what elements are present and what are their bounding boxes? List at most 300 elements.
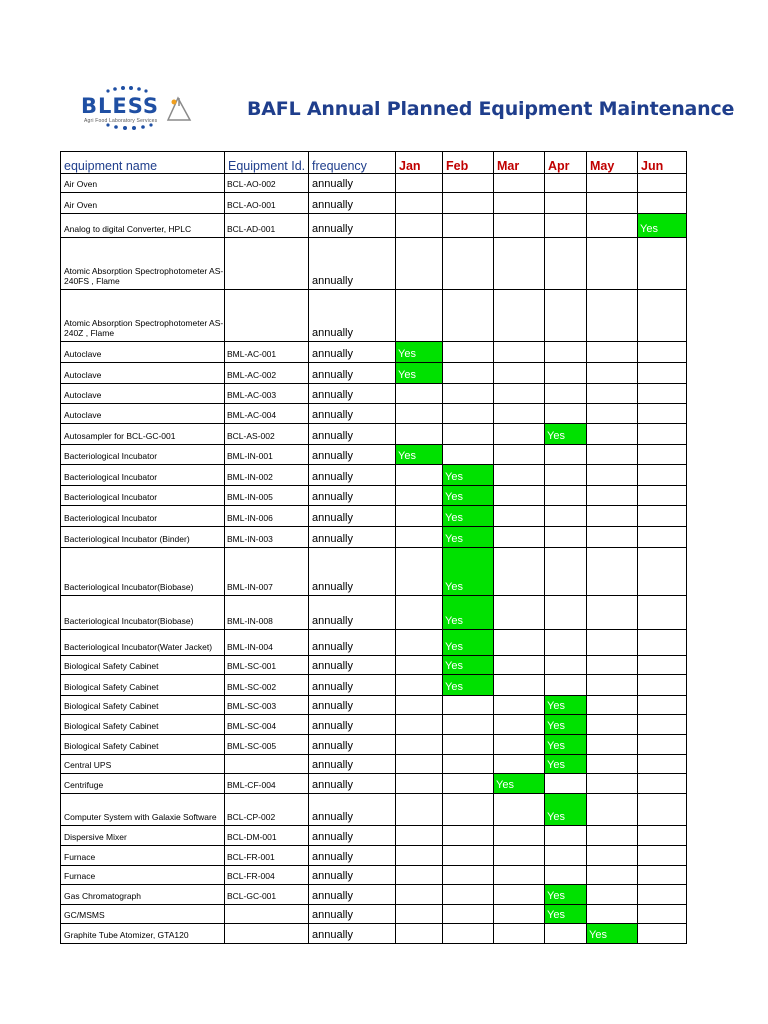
header-month-jan: Jan: [396, 152, 443, 174]
month-cell-jun: [638, 486, 687, 506]
equipment-name-cell: Bacteriological Incubator(Water Jacket): [61, 630, 225, 656]
equipment-id-cell: BML-IN-006: [225, 506, 309, 527]
month-cell-jan: [396, 506, 443, 527]
header-frequency: frequency: [309, 152, 396, 174]
month-cell-apr: [545, 342, 587, 363]
month-cell-apr: [545, 238, 587, 290]
month-cell-jan: [396, 735, 443, 755]
table-row: [61, 755, 687, 774]
yes-cell-feb: Yes: [443, 486, 494, 506]
month-cell-apr: [545, 866, 587, 885]
month-cell-feb: [443, 924, 494, 944]
frequency-cell: annually: [309, 193, 396, 214]
month-cell-mar: [494, 656, 545, 675]
equipment-name-cell: Biological Safety Cabinet: [61, 735, 225, 755]
month-cell-mar: [494, 735, 545, 755]
table-row: [61, 905, 687, 924]
bless-logo: [78, 84, 200, 130]
equipment-name-cell: Air Oven: [61, 174, 225, 193]
header-month-jun: Jun: [638, 152, 687, 174]
month-cell-apr: [545, 506, 587, 527]
month-cell-jun: [638, 193, 687, 214]
month-cell-feb: [443, 404, 494, 424]
month-cell-jan: [396, 465, 443, 486]
frequency-cell: annually: [309, 774, 396, 794]
month-cell-may: [587, 465, 638, 486]
frequency-cell: annually: [309, 905, 396, 924]
month-cell-mar: [494, 846, 545, 866]
month-cell-jan: [396, 384, 443, 404]
month-cell-jan: [396, 715, 443, 735]
month-cell-apr: [545, 290, 587, 342]
equipment-id-cell: BML-SC-005: [225, 735, 309, 755]
frequency-cell: annually: [309, 445, 396, 465]
month-cell-may: [587, 846, 638, 866]
month-cell-mar: [494, 826, 545, 846]
equipment-id-cell: BML-SC-004: [225, 715, 309, 735]
month-cell-jan: [396, 527, 443, 548]
month-cell-jan: [396, 846, 443, 866]
month-cell-may: [587, 342, 638, 363]
equipment-id-cell: BML-SC-002: [225, 675, 309, 696]
month-cell-mar: [494, 866, 545, 885]
month-cell-mar: [494, 363, 545, 384]
table-row: [61, 465, 687, 486]
month-cell-jan: [396, 696, 443, 715]
equipment-name-cell: Bacteriological Incubator(Biobase): [61, 596, 225, 630]
frequency-cell: annually: [309, 506, 396, 527]
maintenance-table: [60, 151, 687, 944]
month-cell-jan: [396, 755, 443, 774]
equipment-id-cell: BML-IN-003: [225, 527, 309, 548]
frequency-cell: annually: [309, 715, 396, 735]
month-cell-feb: [443, 826, 494, 846]
month-cell-may: [587, 675, 638, 696]
equipment-name-cell: Centrifuge: [61, 774, 225, 794]
equipment-name-cell: Autoclave: [61, 342, 225, 363]
equipment-id-cell: BCL-AS-002: [225, 424, 309, 445]
table-row: [61, 174, 687, 193]
table-row: [61, 290, 687, 342]
equipment-id-cell: [225, 290, 309, 342]
yes-cell-feb: Yes: [443, 596, 494, 630]
header-row: [61, 152, 687, 174]
equipment-name-cell: Bacteriological Incubator: [61, 445, 225, 465]
month-cell-may: [587, 486, 638, 506]
header-month-feb: Feb: [443, 152, 494, 174]
month-cell-mar: [494, 596, 545, 630]
month-cell-jun: [638, 794, 687, 826]
month-cell-jun: [638, 596, 687, 630]
table-row: [61, 445, 687, 465]
month-cell-jun: [638, 238, 687, 290]
equipment-id-cell: BML-IN-008: [225, 596, 309, 630]
month-cell-may: [587, 290, 638, 342]
month-cell-jun: [638, 675, 687, 696]
header-month-mar: Mar: [494, 152, 545, 174]
equipment-id-cell: BCL-AO-002: [225, 174, 309, 193]
month-cell-jun: [638, 384, 687, 404]
table-row: [61, 404, 687, 424]
table-row: [61, 826, 687, 846]
frequency-cell: annually: [309, 465, 396, 486]
month-cell-jun: [638, 656, 687, 675]
equipment-id-cell: BCL-CP-002: [225, 794, 309, 826]
month-cell-jan: [396, 214, 443, 238]
yes-cell-jan: Yes: [396, 445, 443, 465]
equipment-id-cell: BCL-AO-001: [225, 193, 309, 214]
month-cell-apr: [545, 846, 587, 866]
month-cell-apr: [545, 193, 587, 214]
table-row: [61, 696, 687, 715]
month-cell-may: [587, 774, 638, 794]
table-row: [61, 715, 687, 735]
month-cell-jun: [638, 696, 687, 715]
month-cell-jan: [396, 290, 443, 342]
yes-cell-apr: Yes: [545, 715, 587, 735]
table-row: [61, 885, 687, 905]
month-cell-jan: [396, 866, 443, 885]
month-cell-apr: [545, 630, 587, 656]
frequency-cell: annually: [309, 363, 396, 384]
month-cell-jan: [396, 794, 443, 826]
equipment-name-cell: Dispersive Mixer: [61, 826, 225, 846]
yes-cell-feb: Yes: [443, 675, 494, 696]
month-cell-apr: [545, 596, 587, 630]
month-cell-mar: [494, 486, 545, 506]
month-cell-mar: [494, 755, 545, 774]
equipment-id-cell: BML-IN-001: [225, 445, 309, 465]
equipment-name-cell: Gas Chromatograph: [61, 885, 225, 905]
month-cell-may: [587, 214, 638, 238]
month-cell-mar: [494, 445, 545, 465]
equipment-name-cell: Autoclave: [61, 384, 225, 404]
header-equipment-id: Equipment Id.: [225, 152, 309, 174]
month-cell-may: [587, 755, 638, 774]
month-cell-jan: [396, 596, 443, 630]
yes-cell-apr: Yes: [545, 696, 587, 715]
equipment-name-cell: Graphite Tube Atomizer, GTA120: [61, 924, 225, 944]
month-cell-mar: [494, 238, 545, 290]
equipment-id-cell: BML-IN-002: [225, 465, 309, 486]
month-cell-may: [587, 404, 638, 424]
month-cell-jun: [638, 755, 687, 774]
frequency-cell: annually: [309, 548, 396, 596]
table-row: [61, 506, 687, 527]
month-cell-jan: [396, 656, 443, 675]
month-cell-jan: [396, 630, 443, 656]
equipment-name-cell: Central UPS: [61, 755, 225, 774]
month-cell-mar: [494, 193, 545, 214]
month-cell-jun: [638, 506, 687, 527]
month-cell-feb: [443, 755, 494, 774]
equipment-name-cell: Atomic Absorption Spectrophotometer AS-240Z , Flame: [61, 290, 225, 342]
month-cell-may: [587, 630, 638, 656]
month-cell-may: [587, 866, 638, 885]
equipment-name-cell: Computer System with Galaxie Software: [61, 794, 225, 826]
month-cell-apr: [545, 384, 587, 404]
month-cell-may: [587, 794, 638, 826]
month-cell-jan: [396, 193, 443, 214]
month-cell-mar: [494, 424, 545, 445]
equipment-name-cell: Biological Safety Cabinet: [61, 656, 225, 675]
month-cell-mar: [494, 905, 545, 924]
month-cell-may: [587, 656, 638, 675]
month-cell-feb: [443, 905, 494, 924]
equipment-id-cell: BCL-DM-001: [225, 826, 309, 846]
month-cell-may: [587, 424, 638, 445]
table-row: [61, 214, 687, 238]
month-cell-jun: [638, 846, 687, 866]
month-cell-may: [587, 193, 638, 214]
month-cell-jan: [396, 486, 443, 506]
equipment-name-cell: Biological Safety Cabinet: [61, 696, 225, 715]
month-cell-apr: [545, 445, 587, 465]
table-row: [61, 342, 687, 363]
table-row: [61, 596, 687, 630]
month-cell-jun: [638, 735, 687, 755]
equipment-id-cell: BCL-GC-001: [225, 885, 309, 905]
frequency-cell: annually: [309, 290, 396, 342]
table-row: [61, 675, 687, 696]
month-cell-jun: [638, 826, 687, 846]
yes-cell-apr: Yes: [545, 735, 587, 755]
month-cell-mar: [494, 174, 545, 193]
month-cell-jan: [396, 885, 443, 905]
frequency-cell: annually: [309, 630, 396, 656]
month-cell-mar: [494, 527, 545, 548]
table-row: [61, 924, 687, 944]
month-cell-may: [587, 696, 638, 715]
table-row: [61, 193, 687, 214]
logo-text: BLESS: [81, 94, 160, 118]
month-cell-apr: [545, 363, 587, 384]
yes-cell-may: Yes: [587, 924, 638, 944]
month-cell-jan: [396, 548, 443, 596]
month-cell-may: [587, 363, 638, 384]
yes-cell-mar: Yes: [494, 774, 545, 794]
equipment-id-cell: BML-CF-004: [225, 774, 309, 794]
equipment-id-cell: BCL-AD-001: [225, 214, 309, 238]
table-row: [61, 363, 687, 384]
table-row: [61, 548, 687, 596]
yes-cell-jan: Yes: [396, 342, 443, 363]
month-cell-may: [587, 238, 638, 290]
equipment-name-cell: Autosampler for BCL-GC-001: [61, 424, 225, 445]
equipment-id-cell: BML-SC-003: [225, 696, 309, 715]
equipment-id-cell: [225, 924, 309, 944]
month-cell-mar: [494, 342, 545, 363]
month-cell-mar: [494, 404, 545, 424]
header-month-may: May: [587, 152, 638, 174]
yes-cell-jun: Yes: [638, 214, 687, 238]
frequency-cell: annually: [309, 486, 396, 506]
table-row: [61, 238, 687, 290]
equipment-id-cell: BCL-FR-004: [225, 866, 309, 885]
equipment-id-cell: [225, 905, 309, 924]
equipment-id-cell: BML-IN-005: [225, 486, 309, 506]
equipment-id-cell: [225, 238, 309, 290]
equipment-id-cell: BML-SC-001: [225, 656, 309, 675]
month-cell-jun: [638, 885, 687, 905]
table-row: [61, 774, 687, 794]
month-cell-feb: [443, 794, 494, 826]
frequency-cell: annually: [309, 755, 396, 774]
month-cell-feb: [443, 214, 494, 238]
table-row: [61, 866, 687, 885]
equipment-name-cell: Air Oven: [61, 193, 225, 214]
month-cell-feb: [443, 885, 494, 905]
month-cell-mar: [494, 290, 545, 342]
month-cell-jun: [638, 363, 687, 384]
equipment-name-cell: GC/MSMS: [61, 905, 225, 924]
month-cell-may: [587, 548, 638, 596]
month-cell-jan: [396, 238, 443, 290]
month-cell-mar: [494, 794, 545, 826]
table-row: [61, 794, 687, 826]
frequency-cell: annually: [309, 342, 396, 363]
month-cell-mar: [494, 548, 545, 596]
month-cell-jun: [638, 527, 687, 548]
month-cell-mar: [494, 924, 545, 944]
month-cell-feb: [443, 424, 494, 445]
equipment-id-cell: BML-AC-002: [225, 363, 309, 384]
frequency-cell: annually: [309, 656, 396, 675]
month-cell-jun: [638, 905, 687, 924]
yes-cell-feb: Yes: [443, 656, 494, 675]
table-row: [61, 486, 687, 506]
table-row: [61, 424, 687, 445]
equipment-id-cell: BML-AC-004: [225, 404, 309, 424]
month-cell-apr: [545, 486, 587, 506]
frequency-cell: annually: [309, 675, 396, 696]
equipment-id-cell: BCL-FR-001: [225, 846, 309, 866]
month-cell-jan: [396, 675, 443, 696]
month-cell-mar: [494, 384, 545, 404]
frequency-cell: annually: [309, 404, 396, 424]
yes-cell-feb: Yes: [443, 548, 494, 596]
month-cell-jun: [638, 290, 687, 342]
yes-cell-apr: Yes: [545, 905, 587, 924]
frequency-cell: annually: [309, 384, 396, 404]
frequency-cell: annually: [309, 826, 396, 846]
equipment-name-cell: Autoclave: [61, 363, 225, 384]
equipment-name-cell: Biological Safety Cabinet: [61, 675, 225, 696]
frequency-cell: annually: [309, 735, 396, 755]
header-month-apr: Apr: [545, 152, 587, 174]
frequency-cell: annually: [309, 924, 396, 944]
header-equipment-name: equipment name: [61, 152, 225, 174]
month-cell-mar: [494, 885, 545, 905]
month-cell-apr: [545, 675, 587, 696]
yes-cell-feb: Yes: [443, 630, 494, 656]
frequency-cell: annually: [309, 696, 396, 715]
month-cell-mar: [494, 675, 545, 696]
month-cell-apr: [545, 174, 587, 193]
month-cell-apr: [545, 826, 587, 846]
month-cell-apr: [545, 656, 587, 675]
month-cell-jun: [638, 424, 687, 445]
month-cell-may: [587, 506, 638, 527]
month-cell-feb: [443, 174, 494, 193]
frequency-cell: annually: [309, 794, 396, 826]
month-cell-feb: [443, 715, 494, 735]
equipment-name-cell: Furnace: [61, 846, 225, 866]
month-cell-jun: [638, 174, 687, 193]
equipment-name-cell: Furnace: [61, 866, 225, 885]
frequency-cell: annually: [309, 885, 396, 905]
month-cell-feb: [443, 290, 494, 342]
table-row: [61, 527, 687, 548]
month-cell-jan: [396, 905, 443, 924]
equipment-name-cell: Atomic Absorption Spectrophotometer AS-240FS , Flame: [61, 238, 225, 290]
table-row: [61, 384, 687, 404]
equipment-id-cell: BML-IN-007: [225, 548, 309, 596]
month-cell-jan: [396, 424, 443, 445]
logo-subtitle: Agri Food Laboratory Services: [84, 118, 158, 124]
table-row: [61, 630, 687, 656]
month-cell-mar: [494, 214, 545, 238]
page-title: BAFL Annual Planned Equipment Maintenance: [247, 98, 735, 120]
equipment-name-cell: Bacteriological Incubator: [61, 465, 225, 486]
yes-cell-feb: Yes: [443, 506, 494, 527]
month-cell-feb: [443, 774, 494, 794]
table-row: [61, 735, 687, 755]
yes-cell-apr: Yes: [545, 755, 587, 774]
month-cell-mar: [494, 630, 545, 656]
month-cell-apr: [545, 527, 587, 548]
month-cell-jun: [638, 774, 687, 794]
yes-cell-apr: Yes: [545, 424, 587, 445]
month-cell-apr: [545, 465, 587, 486]
month-cell-jun: [638, 630, 687, 656]
equipment-name-cell: Bacteriological Incubator: [61, 506, 225, 527]
month-cell-may: [587, 384, 638, 404]
month-cell-may: [587, 826, 638, 846]
month-cell-feb: [443, 846, 494, 866]
month-cell-feb: [443, 193, 494, 214]
yes-cell-feb: Yes: [443, 527, 494, 548]
month-cell-may: [587, 885, 638, 905]
equipment-id-cell: BML-AC-001: [225, 342, 309, 363]
yes-cell-apr: Yes: [545, 885, 587, 905]
month-cell-may: [587, 174, 638, 193]
frequency-cell: annually: [309, 527, 396, 548]
month-cell-jun: [638, 924, 687, 944]
month-cell-apr: [545, 214, 587, 238]
month-cell-feb: [443, 342, 494, 363]
month-cell-jun: [638, 548, 687, 596]
month-cell-may: [587, 735, 638, 755]
frequency-cell: annually: [309, 596, 396, 630]
month-cell-apr: [545, 404, 587, 424]
yes-cell-jan: Yes: [396, 363, 443, 384]
month-cell-feb: [443, 696, 494, 715]
month-cell-feb: [443, 866, 494, 885]
yes-cell-feb: Yes: [443, 465, 494, 486]
equipment-id-cell: [225, 755, 309, 774]
equipment-name-cell: Bacteriological Incubator(Biobase): [61, 548, 225, 596]
equipment-name-cell: Analog to digital Converter, HPLC: [61, 214, 225, 238]
month-cell-jun: [638, 404, 687, 424]
month-cell-jun: [638, 445, 687, 465]
equipment-name-cell: Bacteriological Incubator (Binder): [61, 527, 225, 548]
month-cell-may: [587, 905, 638, 924]
frequency-cell: annually: [309, 238, 396, 290]
equipment-name-cell: Bacteriological Incubator: [61, 486, 225, 506]
month-cell-mar: [494, 696, 545, 715]
month-cell-mar: [494, 465, 545, 486]
